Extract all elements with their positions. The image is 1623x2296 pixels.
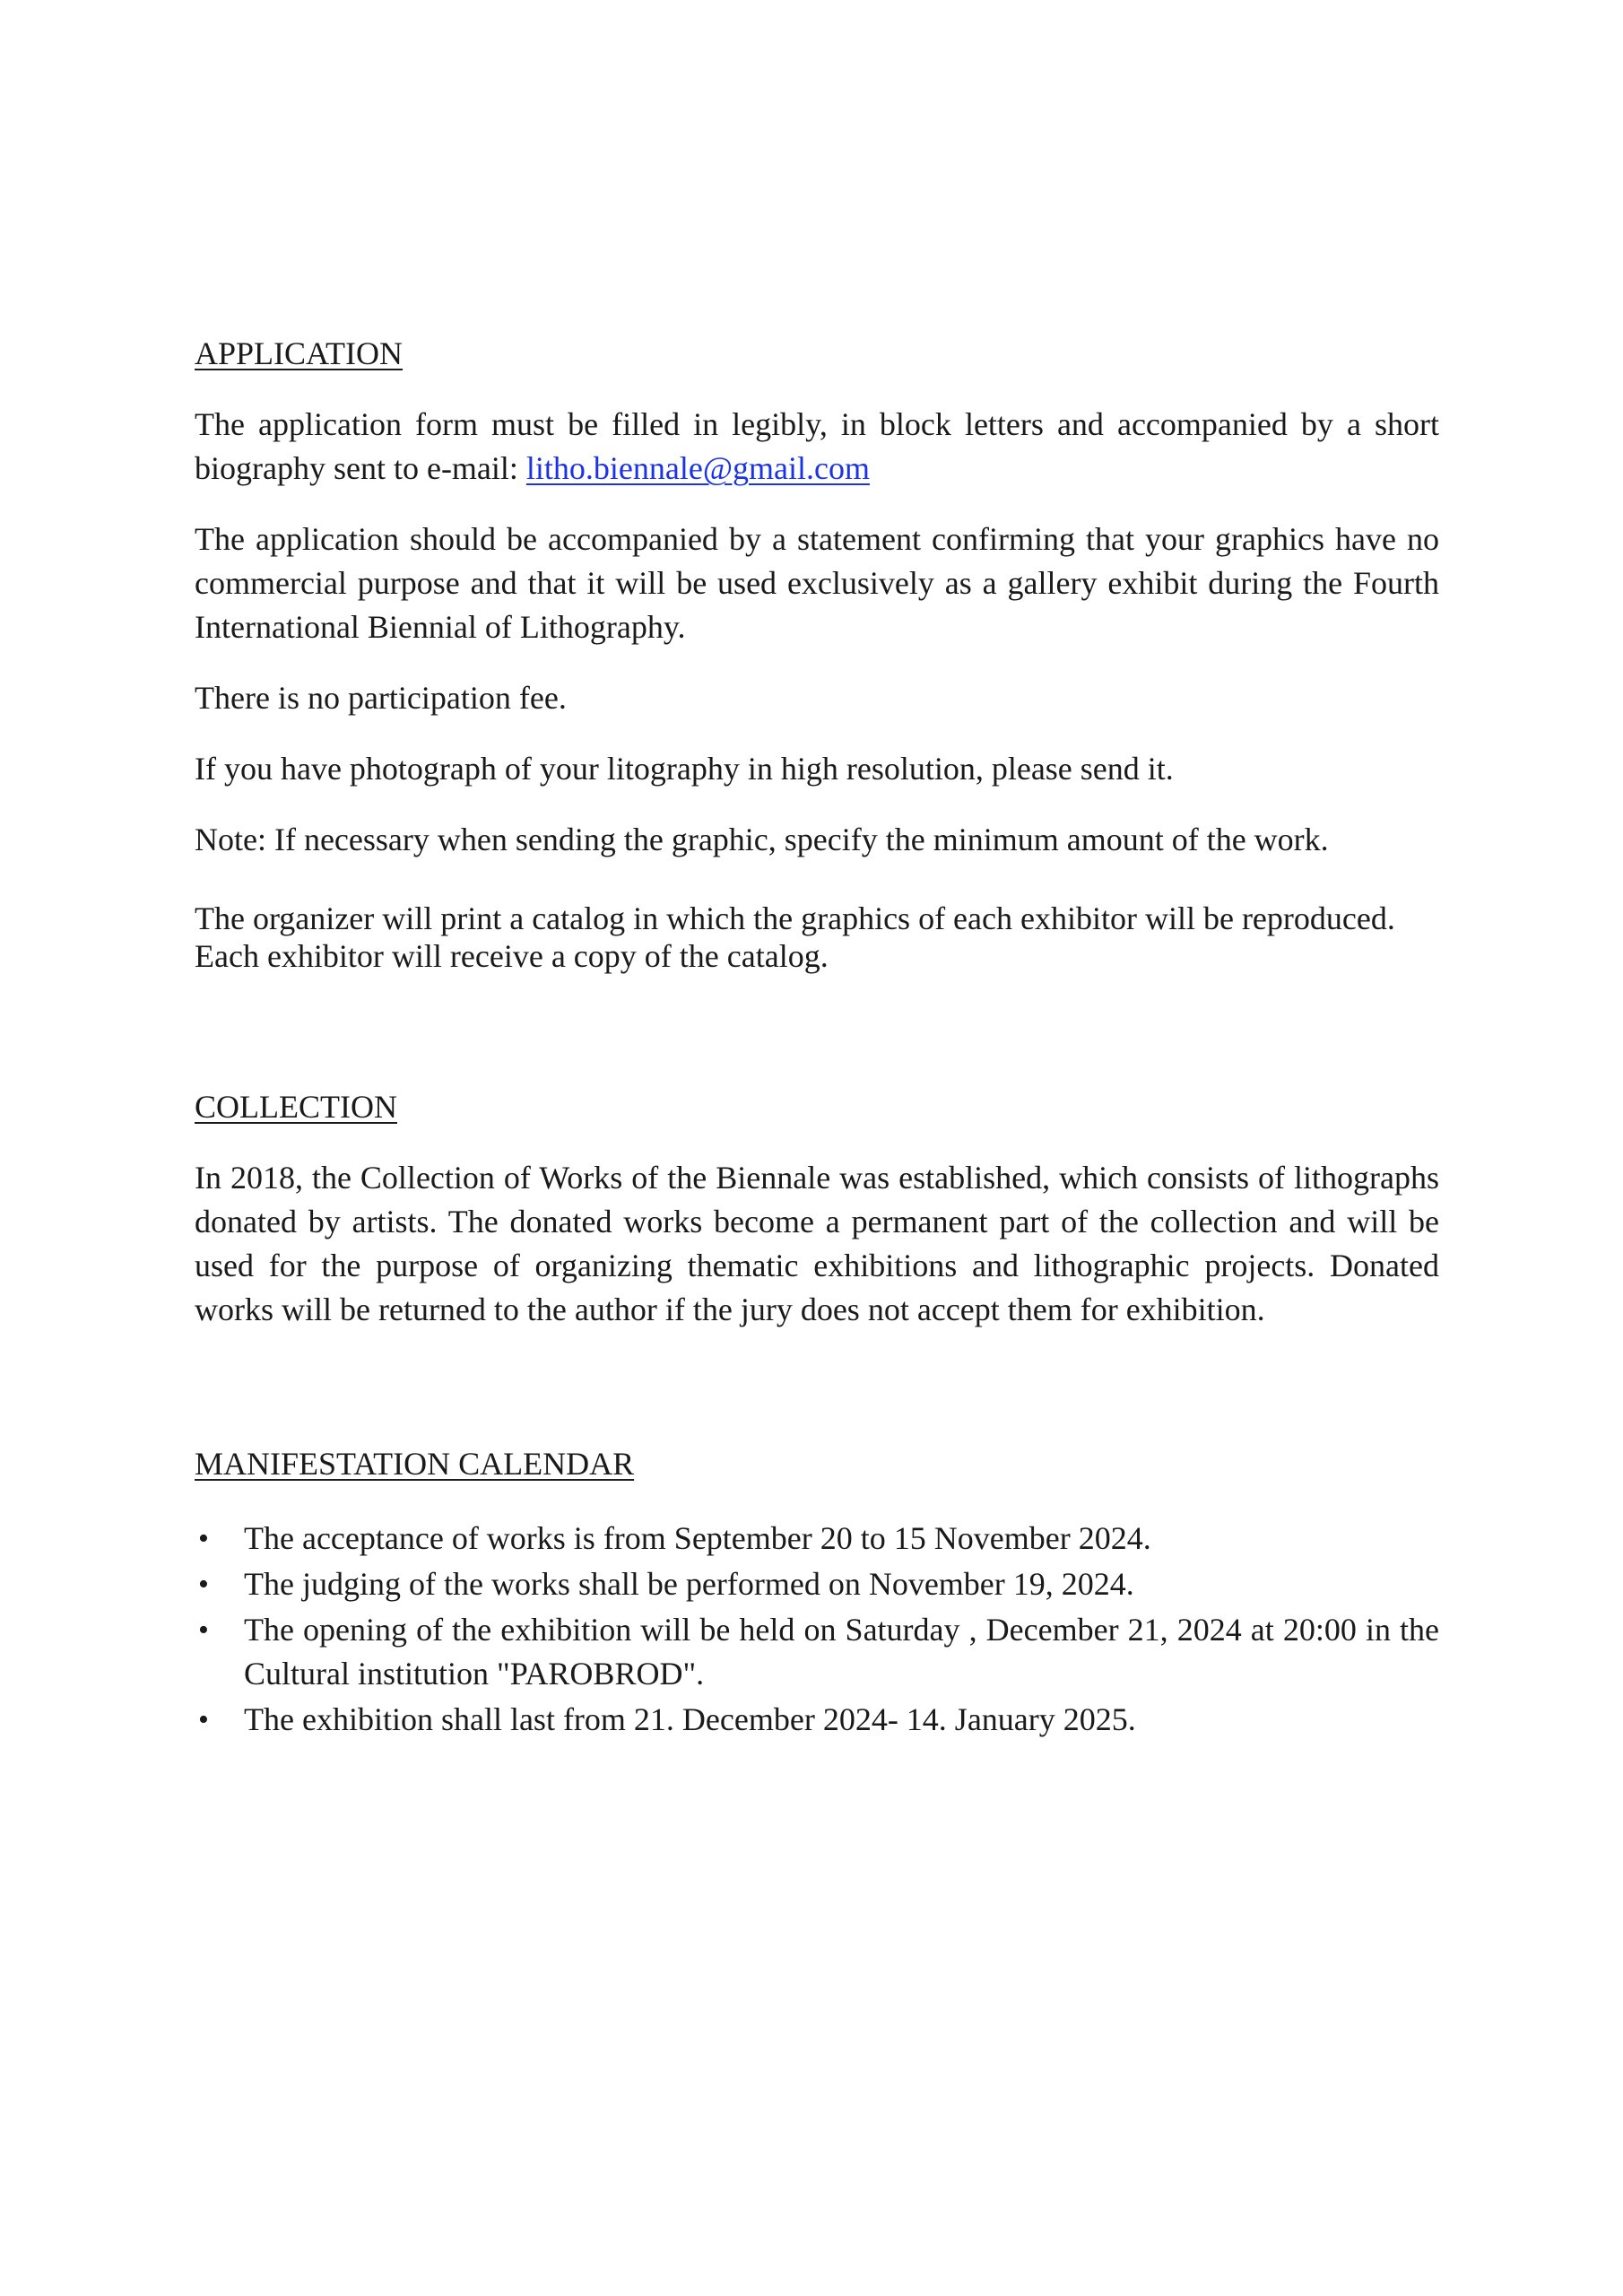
calendar-item xyxy=(195,1562,1439,1606)
calendar-item-text: The acceptance of works is from September 20 to 15 November 2024. xyxy=(244,1520,1151,1556)
application-paragraph-photograph: If you have photograph of your litography in high resolution, please send it. xyxy=(195,751,1174,787)
calendar-item xyxy=(195,1608,1439,1696)
application-paragraph-note: Note: If necessary when sending the graphic, specify the minimum amount of the work. xyxy=(195,822,1329,857)
bullet-icon: • xyxy=(198,1613,209,1647)
calendar-item xyxy=(195,1698,1439,1742)
application-paragraph-catalog: The organizer will print a catalog in which the graphics of each exhibitor will be reproduced. Each exhibitor will receive a copy of the catalog. xyxy=(195,900,1395,974)
collection-heading: COLLECTION xyxy=(195,1089,397,1125)
calendar-item-text: The opening of the exhibition will be held on Saturday , December 21, 2024 at 20:00 in the Cultural institution "PAROBROD". xyxy=(244,1612,1439,1692)
application-heading: APPLICATION xyxy=(195,335,404,371)
application-paragraph-form xyxy=(195,403,1439,491)
bullet-icon: • xyxy=(198,1703,209,1736)
document-page xyxy=(195,332,1439,1744)
email-link[interactable]: litho.biennale@gmail.com xyxy=(525,450,870,486)
bullet-icon: • xyxy=(198,1522,209,1555)
calendar-item xyxy=(195,1517,1439,1561)
application-paragraph-fee: There is no participation fee. xyxy=(195,680,567,716)
application-paragraph-form-text: The application form must be filled in legibly, in block letters and accompanied by a short biography sent to e-mail: xyxy=(195,406,1439,486)
calendar-item-text: The judging of the works shall be performed on November 19, 2024. xyxy=(244,1566,1134,1602)
collection-section xyxy=(195,1085,1439,1332)
application-paragraph-statement: The application should be accompanied by a statement confirming that your graphics have no commercial purpose and that it will be used exclusively as a gallery exhibit during the Fourth International Biennial of Lithography. xyxy=(195,521,1439,645)
calendar-section xyxy=(195,1442,1439,1742)
collection-paragraph: In 2018, the Collection of Works of the Biennale was established, which consists of lithographs donated by artists. The donated works become a permanent part of the collection and will be used for the purpose of organizing thematic exhibitions and lithographic projects. Donated works will be returned to the author if the jury does not accept them for exhibition. xyxy=(195,1160,1439,1327)
calendar-heading: MANIFESTATION CALENDAR xyxy=(195,1446,635,1482)
bullet-icon: • xyxy=(198,1568,209,1601)
calendar-list xyxy=(195,1517,1439,1742)
application-section xyxy=(195,332,1439,975)
calendar-item-text: The exhibition shall last from 21. December 2024- 14. January 2025. xyxy=(244,1701,1136,1737)
